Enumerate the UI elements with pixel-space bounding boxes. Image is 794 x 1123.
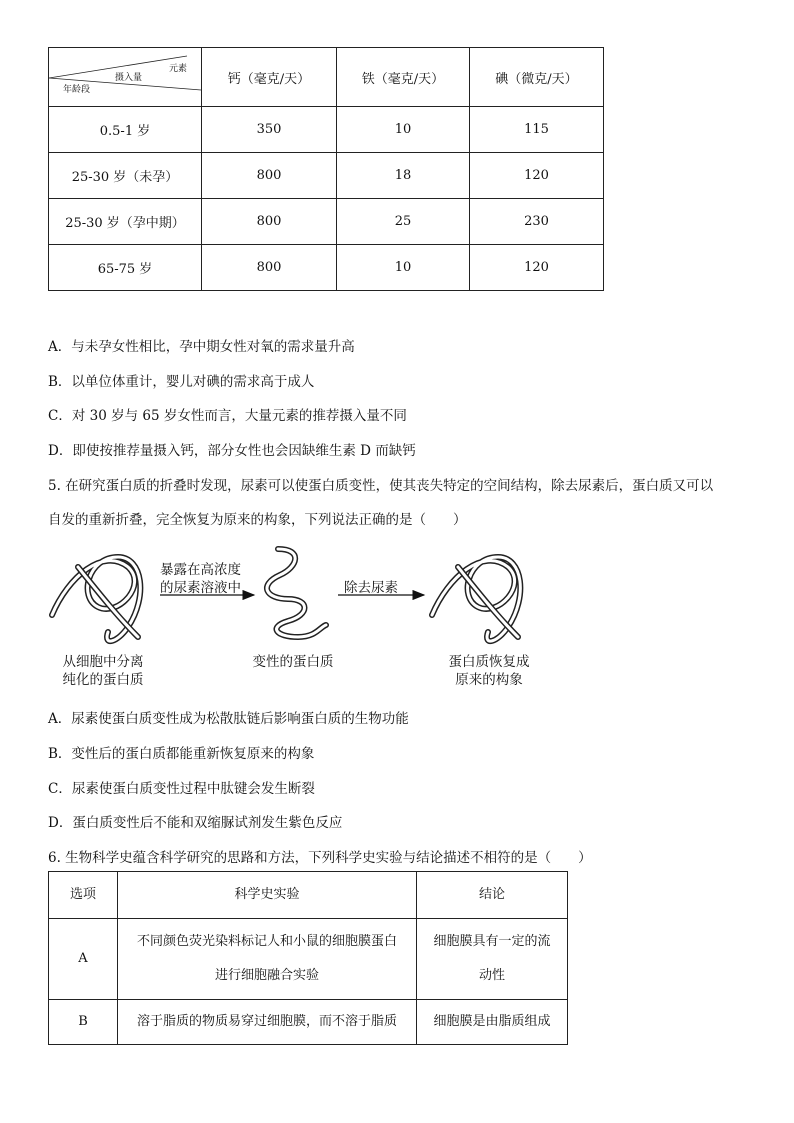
column-header: 碘（微克/天）: [470, 48, 604, 107]
table-cell: 25: [337, 199, 470, 245]
column-header: 科学史实验: [118, 872, 417, 919]
table-cell: 溶于脂质的物质易穿过细胞膜，而不溶于脂质: [118, 1000, 417, 1045]
q5-stem-line2: 自发的重新折叠，完全恢复为原来的构象，下列说法正确的是（ ）: [48, 512, 467, 528]
table-row: [49, 153, 604, 199]
table-header-row: [49, 48, 604, 107]
column-header: 结论: [417, 872, 568, 919]
table-cell: 800: [202, 199, 337, 245]
header-element-label: 元素: [169, 64, 188, 74]
column-header: 铁（毫克/天）: [337, 48, 470, 107]
conclusion-line: 细胞膜具有一定的流: [433, 934, 551, 949]
q5-option-d: D．蛋白质变性后不能和双缩脲试剂发生紫色反应: [48, 815, 343, 831]
column-header: 钙（毫克/天）: [202, 48, 337, 107]
q5-stem-line1: 5. 在研究蛋白质的折叠时发现，尿素可以使蛋白质变性，使其丧失特定的空间结构，除去尿素后，蛋白质又可以: [48, 478, 714, 494]
table-cell: [417, 919, 568, 1000]
table-cell: 800: [202, 245, 337, 291]
table-cell: 18: [337, 153, 470, 199]
table-header-row: [49, 872, 568, 919]
table-cell: 10: [337, 245, 470, 291]
table-cell: 25-30 岁（孕中期）: [49, 199, 202, 245]
conclusion-line: 动性: [478, 968, 505, 983]
table-row: [49, 107, 604, 153]
refolded-protein-icon: [432, 557, 520, 641]
arrow1-label-line1: 暴露在高浓度: [160, 562, 241, 578]
table-cell: 10: [337, 107, 470, 153]
q5-option-a: A．尿素使蛋白质变性成为松散肽链后影响蛋白质的生物功能: [48, 711, 409, 727]
arrow1-label-line2: 的尿素溶液中: [160, 580, 241, 596]
denatured-protein-label: 变性的蛋白质: [252, 654, 334, 670]
native-protein-label: [48, 653, 158, 689]
native-label-line1: 从细胞中分离: [62, 654, 144, 670]
table-row: [49, 1000, 568, 1045]
q4-option-b: B．以单位体重计，婴儿对碘的需求高于成人: [48, 374, 315, 390]
table-cell: B: [49, 1000, 118, 1045]
table-cell: 800: [202, 153, 337, 199]
header-age-label: 年龄段: [63, 85, 91, 95]
experiment-line: 不同颜色荧光染料标记人和小鼠的细胞膜蛋白: [136, 934, 397, 949]
arrow1-label: [160, 561, 258, 597]
table-cell: [118, 919, 417, 1000]
table-cell: 230: [470, 199, 604, 245]
science-history-table: [48, 871, 568, 1045]
q5-option-b: B．变性后的蛋白质都能重新恢复原来的构象: [48, 746, 315, 762]
refolded-label-line1: 蛋白质恢复成: [448, 654, 530, 670]
denatured-protein-icon: [267, 549, 326, 637]
table-cell: 25-30 岁（未孕）: [49, 153, 202, 199]
intake-table: [48, 47, 604, 291]
q5-option-c: C．尿素使蛋白质变性过程中肽键会发生断裂: [48, 781, 315, 797]
table-row: [49, 245, 604, 291]
q6-stem: 6. 生物科学史蕴含科学研究的思路和方法，下列科学史实验与结论描述不相符的是（ ）: [48, 850, 592, 866]
refolded-protein-label: [434, 653, 544, 689]
q4-option-c: C．对 30 岁与 65 岁女性而言，大量元素的推荐摄入量不同: [48, 408, 407, 424]
table-cell: 350: [202, 107, 337, 153]
column-header: 选项: [49, 872, 118, 919]
table-cell: 细胞膜是由脂质组成: [417, 1000, 568, 1045]
table-cell: 120: [470, 245, 604, 291]
table-row: [49, 199, 604, 245]
q4-option-d: D．即使按推荐量摄入钙，部分女性也会因缺维生素 D 而缺钙: [48, 443, 416, 459]
native-protein-icon: [52, 557, 140, 641]
header-intake-label: 摄入量: [115, 73, 143, 83]
native-label-line2: 纯化的蛋白质: [62, 672, 144, 688]
refolded-label-line2: 原来的构象: [455, 672, 523, 688]
diagonal-header-cell: [49, 48, 202, 107]
q4-option-a: A．与未孕女性相比，孕中期女性对氧的需求量升高: [48, 339, 355, 355]
table-cell: 115: [470, 107, 604, 153]
arrow2-label: 除去尿素: [344, 580, 398, 596]
experiment-line: 进行细胞融合实验: [214, 968, 319, 983]
table-cell: 120: [470, 153, 604, 199]
table-row: [49, 919, 568, 1000]
table-cell: 0.5-1 岁: [49, 107, 202, 153]
table-cell: A: [49, 919, 118, 1000]
table-cell: 65-75 岁: [49, 245, 202, 291]
protein-folding-figure: [48, 537, 608, 692]
